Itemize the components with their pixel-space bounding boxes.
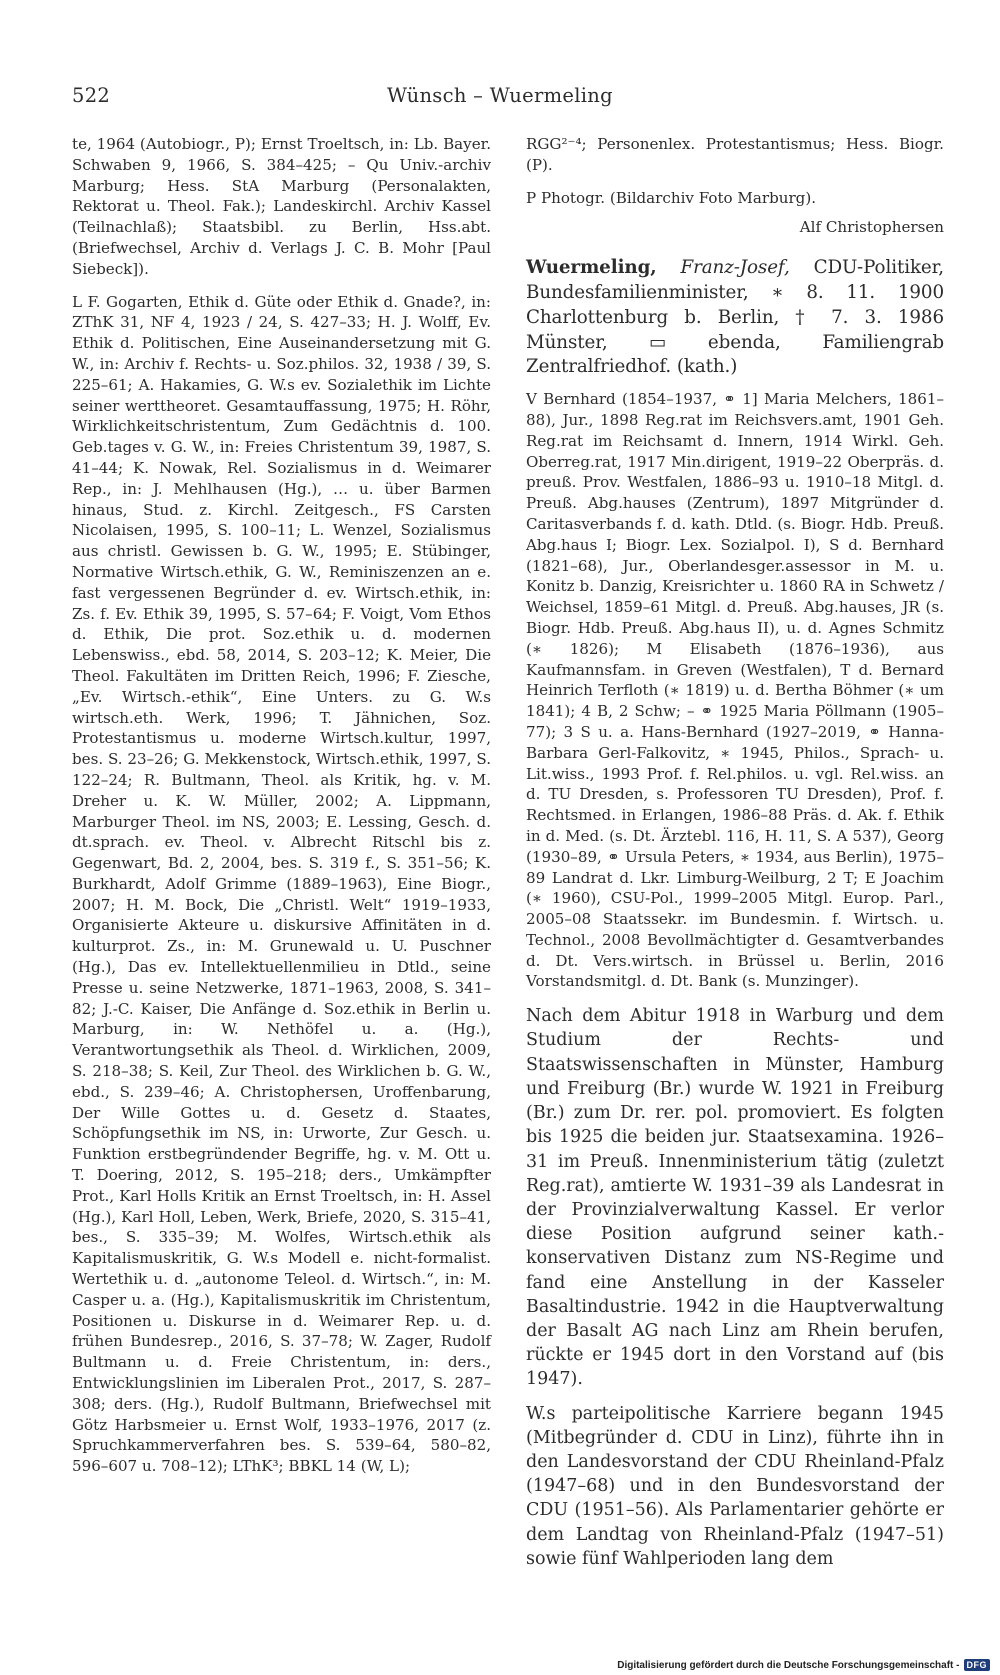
entry-given-names: Franz-Josef, — [680, 257, 790, 279]
footer-credit: Digitalisierung gefördert durch die Deutsche Forschungsgemeinschaft - — [617, 1659, 960, 1671]
genealogy-block: V Bernhard (1854–1937, ⚭ 1] Maria Melchers, 1861–88), Jur., 1898 Reg.rat im Reichsvers.amt, 1901 Geh. Reg.rat im Reichsamt d. Innern, 1914 Wirkl. Geh. Oberreg.rat, 1917 Min.dirigent, 1919–22 Oberpräs. d. preuß. Prov. Westfalen, 1886–93 u. 1910–18 Mitgl. d. Preuß. Abg.hauses (Zentrum), 1897 Mitgründer d. Caritasverbands f. d. kath. Dtld. (s. Biogr. Hdb. Preuß. Abg.haus I; Biogr. Lex. Sozialpol. I), S d. Bernhard (1821–68), Jur., Oberlandesger.assessor in M. u. Konitz b. Danzig, Kreisrichter u. 1860 RA in Schwetz / Weichsel, 1859–61 Mitgl. d. Preuß. Abg.hauses, JR (s. Biogr. Hdb. Preuß. Abg.haus II), u. d. Agnes Schmitz (∗ 1826); M Elisabeth (1876–1936), aus Kaufmannsfam. in Greven (Westfalen), T d. Bernard Heinrich Terfloth (∗ 1819) u. d. Bertha Böhmer (∗ um 1841); 4 B, 2 Schw; – ⚭ 1925 Maria Pöllmann (1905–77); 3 S u. a. Hans-Bernhard (1927–2019, ⚭ Hanna-Barbara Gerl-Falkovitz, ∗ 1945, Philos., Sprach- u. Lit.wiss., 1993 Prof. f. Rel.philos. u. vgl. Rel.wiss. an d. TU Dresden, s. Professoren TU Dresden), Prof. f. Rechtsmed. in Erlangen, 1986–88 Präs. d. Ak. f. Ethik in d. Med. (s. Dt. Ärztebl. 116, H. 11, S. A 537), Georg (1930–89, ⚭ Ursula Peters, ∗ 1934, aus Berlin), 1975–89 Landrat d. Lkr. Limburg-Weilburg, 2 T; E Joachim (∗ 1960), CSU-Pol., 1999–2005 Mitgl. Europ. Parl., 2005–08 Staatssekr. im Bundesmin. f. Wirtsch. u. Technol., 2008 Bevollmächtigter d. Gesamtverbandes d. Dt. Vers.wirtsch. in Brüssel u. Berlin, 2016 Vorstandsmitgl. d. Dt. Bank (s. Munzinger). — [526, 390, 944, 991]
right-column — [526, 134, 944, 1571]
left-column — [72, 134, 491, 1477]
digitization-footer — [617, 1659, 990, 1671]
literature-list: L F. Gogarten, Ethik d. Güte oder Ethik d. Gnade?, in: ZThK 31, NF 4, 1923 / 24, S. 427–33; H. J. Wolff, Ev. Ethik d. Politischen, Eine Auseinandersetzung mit G. W., in: Archiv f. Rechts- u. Soz.philos. 32, 1938 / 39, S. 225–61; A. Hakamies, G. W.s ev. Sozialethik im Lichte seiner werttheoret. Gesamtauffassung, 1975; H. Röhr, Wirklichkeitschristentum, Zum Gedächtnis d. 100. Geb.tages v. G. W., in: Freies Christentum 39, 1987, S. 41–44; K. Nowak, Rel. Sozialismus in d. Weimarer Rep., in: J. Mehlhausen (Hg.), … u. über Barmen hinaus, Stud. z. Kirchl. Zeitgesch., FS Carsten Nicolaisen, 1995, S. 100–11; L. Wenzel, Sozialismus aus christl. Gewissen b. G. W., 1995; E. Stübinger, Normative Wirtsch.ethik, G. W., Reminiszenzen an e. fast vergessenen Begründer d. ev. Wirtsch.ethik, in: Zs. f. Ev. Ethik 39, 1995, S. 57–64; F. Voigt, Vom Ethos d. Ethik, Die prot. Soz.ethik u. d. modernen Lebenswiss., ebd. 58, 2014, S. 203–12; K. Meier, Die Theol. Fakultäten im Dritten Reich, 1996; F. Ziesche, „Ev. Wirtsch.-ethik“, Eine Unters. zu G. W.s wirtsch.eth. Werk, 1996; T. Jähnichen, Soz. Protestantismus u. moderne Wirtsch.kultur, 1997, bes. S. 23–26; G. Mekkenstock, Wirtsch.ethik, 1997, S. 122–24; R. Bultmann, Theol. als Kritik, hg. v. M. Dreher u. K. W. Müller, 2002; A. Lippmann, Marburger Theol. im NS, 2003; E. Lessing, Gesch. d. dt.sprach. ev. Theol. v. Albrecht Ritschl bis z. Gegenwart, Bd. 2, 2004, bes. S. 319 f., S. 351–56; K. Burkhardt, Adolf Grimme (1889–1963), Eine Biogr., 2007; H. M. Bock, Die „Christl. Welt“ 1919–1933, Organisierte Akteure u. diskursive Affinitäten in d. kulturprot. Zs., in: M. Grunewald u. U. Puschner (Hg.), Das ev. Intellektuellenmilieu in Dtld., seine Presse u. seine Netzwerke, 1871–1963, 2008, S. 341–82; J.-C. Kaiser, Die Anfänge d. Soz.ethik in Berlin u. Marburg, in: W. Nethöfel u. a. (Hg.), Verantwortungsethik als Theol. d. Wirklichen, 2009, S. 218–38; S. Keil, Zur Theol. des Wirklichen b. G. W., ebd., S. 239–46; A. Christophersen, Uroffenbarung, Der Wille Gottes u. d. Gesetz d. Staates, Schöpfungsethik im NS, in: Urworte, Zur Gesch. u. Funktion erstbegründender Begriffe, hg. v. M. Ott u. T. Doering, 2012, S. 195–218; ders., Umkämpfter Prot., Karl Holls Kritik an Ernst Troeltsch, in: H. Assel (Hg.), Karl Holl, Leben, Werk, Briefe, 2020, S. 315–41, bes., S. 335–39; M. Wolfes, Wirtsch.ethik als Kapitalismuskritik, G. W.s Modell e. nicht-formalist. Wertethik u. d. „autonome Teleol. d. Wirtsch.“, in: M. Casper u. a. (Hg.), Kapitalismuskritik im Christentum, Positionen u. Diskurse in d. Weimarer Rep. u. d. frühen Bundesrep., 2016, S. 37–78; W. Zager, Rudolf Bultmann u. d. Freie Christentum, in: ders., Entwicklungslinien im Liberalen Prot., 2017, S. 287–308; ders. (Hg.), Rudolf Bultmann, Briefwechsel mit Götz Harbsmeier u. Ernst Wolf, 1933–1976, 2017 (z. Spruchkammerverfahren bes. S. 539–64, 580–82, 596–607 u. 708–12); LThK³; BBKL 14 (W, L); — [72, 292, 491, 1476]
biography-paragraph-1: Nach dem Abitur 1918 in Warburg und dem Studium der Rechts- und Staatswissenschaften in Münster, Hamburg und Freiburg (Br.) wurde W. 1921 in Freiburg (Br.) zum Dr. rer. pol. promoviert. Es folgten bis 1925 die beiden jur. Staatsexamina. 1926–31 im Preuß. Innenministerium tätig (zuletzt Reg.rat), amtierte W. 1931–39 als Landesrat in der Provinzialverwaltung Kassel. Er verlor diese Position aufgrund seiner kath.-konservativen Distanz zum NS-Regime und fand eine Anstellung in der Kasseler Basaltindustrie. 1942 in die Hauptverwaltung der Basalt AG nach Linz am Rhein berufen, rückte er 1945 dort in den Vorstand auf (bis 1947). — [526, 1006, 944, 1390]
entry-header-text: CDU-Politiker, Bundesfamilienminister, ∗ 8. 11. 1900 Charlottenburg b. Berlin, † 7. 3. 1986 Münster, ▭ ebenda, Familiengrab Zentralfriedhof. (kath.) — [526, 257, 944, 378]
sources-end: RGG²⁻⁴; Personenlex. Protestantismus; Hess. Biogr. (P). — [526, 135, 944, 174]
entry-header — [526, 256, 944, 380]
entry-name: Wuermeling, — [526, 257, 657, 279]
page-number: 522 — [72, 84, 111, 107]
running-head: Wünsch – Wuermeling — [387, 84, 613, 107]
sources-continuation: te, 1964 (Autobiogr., P); Ernst Troeltsch, in: Lb. Bayer. Schwaben 9, 1966, S. 384–425; – Qu Univ.-archiv Marburg; Hess. StA Marburg (Personalakten, Rektorat u. Theol. Fak.); Landeskirchl. Archiv Kassel (Teilnachlaß); Staatsbibl. zu Berlin, Hss.abt. (Briefwechsel, Archiv d. Verlags J. C. B. Mohr [Paul Siebeck]). — [72, 135, 491, 278]
dfg-logo: DFG — [964, 1659, 991, 1671]
portrait-note: P Photogr. (Bildarchiv Foto Marburg). — [526, 188, 817, 207]
author-signature: Alf Christophersen — [799, 218, 944, 237]
biography-paragraph-2: W.s parteipolitische Karriere begann 1945 (Mitbegründer d. CDU in Linz), führte ihn in den Landesvorstand der CDU Rheinland-Pfalz (1947–68) und in den Bundesvorstand der CDU (1951–56). Als Parlamentarier gehörte er dem Landtag von Rheinland-Pfalz (1947–51) sowie fünf Wahlperioden lang dem — [526, 1403, 944, 1569]
